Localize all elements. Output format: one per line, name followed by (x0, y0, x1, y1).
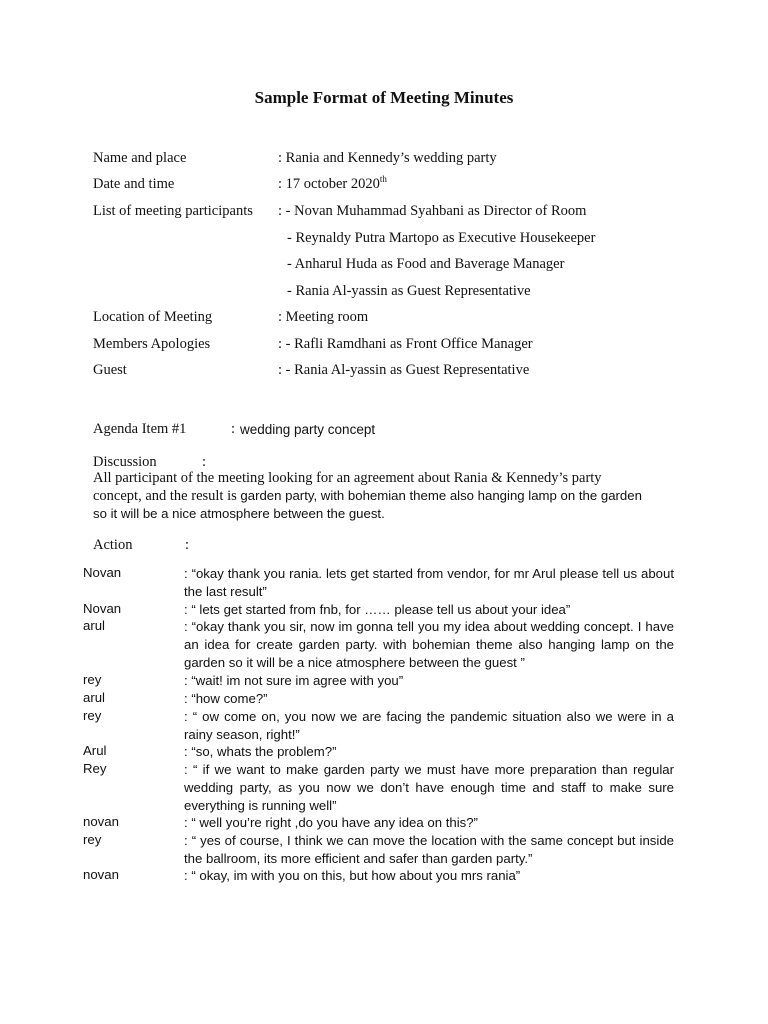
speaker-text: : “so, whats the problem?” (184, 744, 337, 759)
info-label: Name and place (93, 150, 187, 166)
speaker-name: rey (83, 708, 102, 723)
speaker-text: : “wait! im not sure im agree with you” (184, 673, 404, 688)
speaker-text: : “ well you’re right ,do you have any idea on this?” (184, 815, 478, 830)
info-value (278, 176, 387, 193)
participant-text: - Anharul Huda as Food and Baverage Manager (287, 256, 565, 272)
info-value: : Rania and Kennedy’s wedding party (278, 150, 497, 166)
speaker-name: Arul (83, 743, 107, 758)
agenda-value: wedding party concept (240, 422, 376, 437)
info-value: : Meeting room (278, 309, 369, 325)
speaker-text: : “how come?” (184, 691, 268, 706)
action-colon: : (185, 537, 190, 553)
info-label: Location of Meeting (93, 309, 213, 325)
speaker-name: novan (83, 814, 119, 829)
speaker-text: : “ okay, im with you on this, but how about you mrs rania” (184, 868, 521, 883)
discussion-text (93, 469, 653, 523)
speaker-name: arul (83, 690, 105, 705)
speaker-name: Novan (83, 565, 122, 580)
info-label: List of meeting participants (93, 203, 253, 219)
speaker-name: rey (83, 672, 102, 687)
agenda-label: Agenda Item #1 (93, 421, 187, 437)
speaker-text: : “okay thank you rania. lets get started from vendor, for mr Arul please tell us about the last result” (184, 566, 674, 599)
info-label: Guest (93, 362, 127, 378)
speaker-name: novan (83, 867, 119, 882)
discussion-text-sans: garden party, with bohemian theme also hanging lamp on the garden so it will be a nice atmosphere between the guest. (93, 488, 642, 521)
participant-text: - Rania Al-yassin as Guest Representative (287, 283, 531, 299)
info-value: : - Rania Al-yassin as Guest Representative (278, 362, 530, 378)
speaker-text: : “ ow come on, you now we are facing the pandemic situation also we were in a rainy season, right!” (184, 709, 674, 742)
speaker-text: : “ if we want to make garden party we must have more preparation than regular wedding party, as you now we don’t have enough time and staff to make sure everything is running well” (184, 762, 674, 813)
speaker-text: : “okay thank you sir, now im gonna tell you my idea about wedding concept. I have an idea for create garden party. with bohemian theme also hanging lamp on the garden so it will be a nice atmosphere between the guest ” (184, 619, 674, 670)
speaker-name: Novan (83, 601, 122, 616)
speaker-name: rey (83, 832, 102, 847)
document-title: Sample Format of Meeting Minutes (254, 88, 514, 107)
discussion-text-serif: All participant of the meeting looking for an agreement about Rania & Kennedy’s party concept, and the result is (93, 470, 602, 504)
participant-text: - Reynaldy Putra Martopo as Executive Housekeeper (287, 230, 596, 246)
info-label: Date and time (93, 176, 175, 192)
speaker-text: : “ lets get started from fnb, for …… please tell us about your idea” (184, 602, 571, 617)
date-suffix: th (379, 174, 387, 184)
discussion-label: Discussion (93, 454, 157, 470)
speaker-text: : “ yes of course, I think we can move the location with the same concept but inside the ballroom, its more efficient and safer than garden party.” (184, 833, 674, 866)
speaker-name: arul (83, 618, 105, 633)
agenda-colon: : (231, 421, 236, 437)
date-text: : 17 october 2020 (278, 176, 380, 192)
info-value: : - Novan Muhammad Syahbani as Director of Room (278, 203, 587, 219)
speaker-name: Rey (83, 761, 107, 776)
info-value: : - Rafli Ramdhani as Front Office Manager (278, 336, 533, 352)
discussion-colon: : (202, 454, 207, 470)
action-label: Action (93, 537, 133, 553)
info-label: Members Apologies (93, 336, 211, 352)
